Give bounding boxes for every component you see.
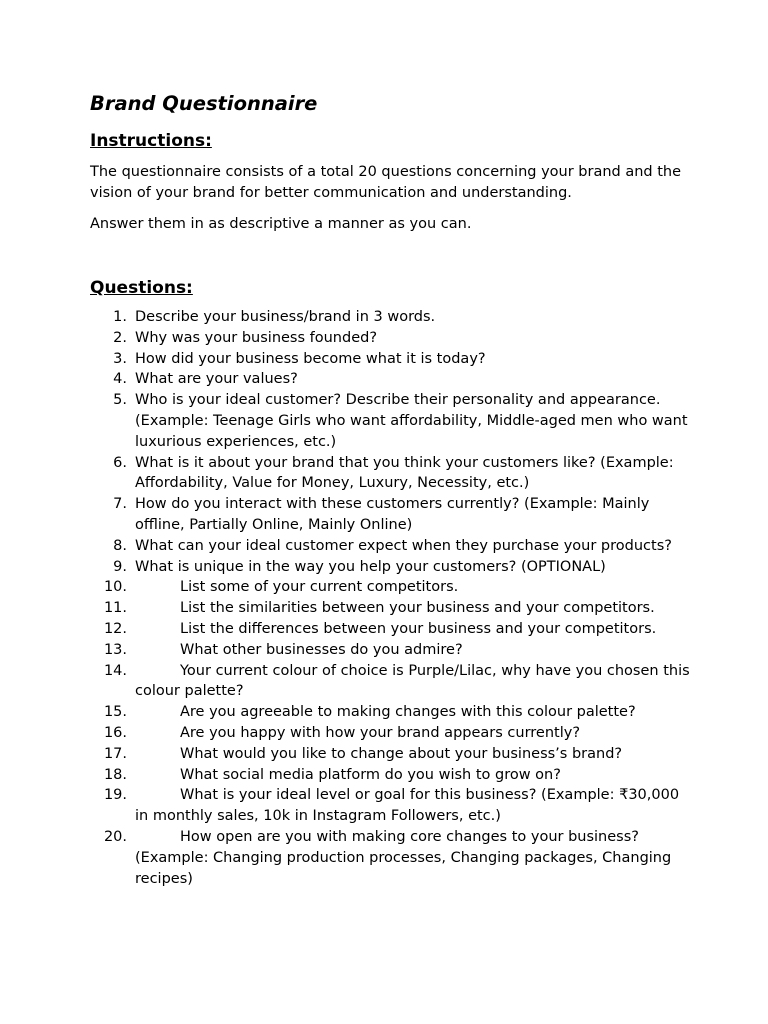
- question-number: 2.: [113, 329, 127, 346]
- question-item: [90, 723, 690, 744]
- question-text: List some of your current competitors.: [180, 579, 459, 596]
- question-number: 14.: [103, 662, 127, 679]
- question-number: 7.: [113, 496, 127, 513]
- question-number: 3.: [113, 350, 127, 367]
- questions-list: [90, 307, 690, 889]
- question-item: [90, 390, 690, 452]
- question-number: 6.: [113, 454, 127, 471]
- question-number: 4.: [113, 371, 127, 388]
- instructions-paragraph: Answer them in as descriptive a manner as you can.: [90, 216, 472, 232]
- question-text: What would you like to change about your business’s brand?: [180, 745, 623, 762]
- question-number: 15.: [103, 704, 127, 721]
- question-text: Describe your business/brand in 3 words.: [135, 309, 436, 325]
- question-text: Why was your business founded?: [135, 329, 378, 346]
- question-item: [90, 369, 690, 390]
- instructions-paragraph: The questionnaire consists of a total 20 questions concerning your brand and the vision of your brand for better communication and understanding.: [90, 164, 682, 201]
- question-item: [90, 349, 690, 370]
- question-item: [90, 557, 690, 578]
- question-text: List the differences between your business and your competitors.: [180, 620, 657, 637]
- question-item: [90, 577, 690, 598]
- question-item: [90, 598, 690, 619]
- question-number: 20.: [103, 828, 127, 845]
- question-item: [90, 640, 690, 661]
- question-text: Who is your ideal customer? Describe their personality and appearance. (Example: Teenage Girls who want affordability, Middle-aged men who want luxurious experiences, etc.): [135, 392, 688, 450]
- question-text: What other businesses do you admire?: [180, 641, 463, 658]
- question-text: What is your ideal level or goal for this business? (Example: ₹30,000 in monthly sales, 10k in Instagram Followers, etc.): [135, 787, 680, 825]
- question-text: How open are you with making core changes to your business? (Example: Changing production processes, Changing packages, Changing recipes): [135, 828, 672, 887]
- question-number: 1.: [113, 309, 127, 325]
- document-title: Brand Questionnaire: [90, 92, 318, 115]
- question-number: 8.: [113, 537, 127, 554]
- question-text: How did your business become what it is today?: [135, 350, 486, 367]
- question-text: List the similarities between your business and your competitors.: [180, 600, 655, 617]
- instructions-heading: Instructions:: [90, 131, 212, 151]
- question-item: [90, 702, 690, 723]
- question-number: 11.: [103, 600, 127, 617]
- question-number: 17.: [103, 745, 127, 762]
- question-text: What can your ideal customer expect when they purchase your products?: [135, 537, 672, 554]
- question-number: 5.: [113, 392, 127, 409]
- question-item: [90, 744, 690, 765]
- question-number: 9.: [113, 558, 127, 575]
- question-item: [90, 661, 690, 703]
- question-number: 18.: [103, 766, 127, 783]
- question-item: [90, 827, 690, 889]
- question-item: [90, 619, 690, 640]
- question-number: 16.: [103, 724, 127, 741]
- question-text: What is it about your brand that you think your customers like? (Example: Affordability, Value for Money, Luxury, Necessity, etc.): [135, 454, 674, 492]
- document-page: [90, 88, 690, 889]
- question-text: Are you agreeable to making changes with this colour palette?: [180, 704, 636, 721]
- question-text: How do you interact with these customers currently? (Example: Mainly offline, Partially Online, Mainly Online): [135, 496, 650, 533]
- question-item: [90, 328, 690, 349]
- question-text: What are your values?: [135, 371, 298, 388]
- question-item: [90, 494, 690, 536]
- question-number: 12.: [103, 620, 127, 637]
- question-text: Your current colour of choice is Purple/Lilac, why have you chosen this colour palette?: [135, 662, 690, 700]
- question-text: What social media platform do you wish to grow on?: [180, 766, 561, 783]
- question-item: [90, 307, 690, 328]
- question-item: [90, 536, 690, 557]
- question-text: Are you happy with how your brand appears currently?: [180, 724, 581, 741]
- questions-heading: Questions:: [90, 278, 193, 298]
- question-number: 13.: [103, 641, 127, 658]
- question-text: What is unique in the way you help your customers? (OPTIONAL): [135, 558, 606, 575]
- question-number: 19.: [103, 787, 127, 804]
- question-number: 10.: [103, 579, 127, 596]
- question-item: [90, 765, 690, 786]
- question-item: [90, 785, 690, 827]
- question-item: [90, 453, 690, 495]
